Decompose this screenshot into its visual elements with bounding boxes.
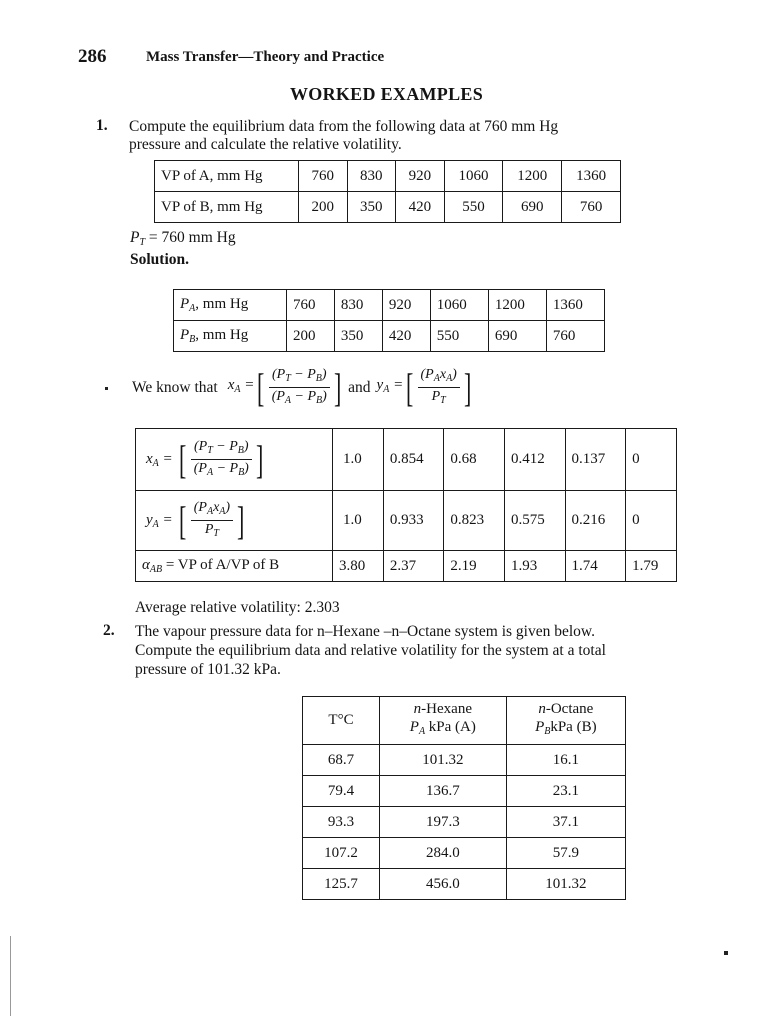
- table-row-alpha: [136, 551, 677, 582]
- table-row-pa: [174, 290, 605, 321]
- table-cell: 760: [299, 161, 348, 192]
- table-cell: 23.1: [506, 776, 625, 807]
- solution-label: Solution.: [130, 251, 190, 268]
- table-cell: 1060: [444, 161, 503, 192]
- table-row: [303, 838, 626, 869]
- table-cell: 0: [626, 429, 677, 491]
- table-cell: 350: [347, 192, 396, 223]
- table-cell: 68.7: [303, 745, 380, 776]
- table-cell: 1360: [546, 290, 604, 321]
- table-cell: 1.79: [626, 551, 677, 582]
- example-1-number: 1.: [96, 117, 108, 134]
- row-label-vp-b: VP of B, mm Hg: [155, 192, 299, 223]
- table-cell: 0.216: [565, 491, 626, 551]
- table-cell: 760: [562, 192, 621, 223]
- table-cell: 0.137: [565, 429, 626, 491]
- example-2-line-1: The vapour pressure data for n–Hexane –n–Octane system is given below.: [135, 623, 595, 640]
- table-cell: 1360: [562, 161, 621, 192]
- row-label-ya: $y_A$ = [ $\frac{(P_Ax_A)}{P_T}$ ]: [136, 491, 333, 551]
- table-row-ya: [136, 491, 677, 551]
- row-label-pa-unit: , mm Hg: [195, 296, 249, 312]
- row-label-pa: $P_A$, mm Hg: [174, 290, 287, 321]
- scan-edge-line: [10, 936, 11, 1016]
- table-cell: 690: [503, 192, 562, 223]
- table-cell: 690: [488, 321, 546, 352]
- table-cell: 197.3: [380, 807, 507, 838]
- table-cell: 920: [396, 161, 445, 192]
- table-cell: 79.4: [303, 776, 380, 807]
- table-cell: 456.0: [380, 869, 507, 900]
- and-text: and: [348, 379, 371, 396]
- vapour-pressure-table: [154, 160, 621, 223]
- table-cell: 0.412: [504, 429, 565, 491]
- table-row-xa: [136, 429, 677, 491]
- table-cell: 93.3: [303, 807, 380, 838]
- table-cell: 1.0: [333, 491, 384, 551]
- table-cell: 125.7: [303, 869, 380, 900]
- row-label-xa: $x_A$ = [ $\frac{(P_T - P_B)}{(P_A - P_B)}$ ]: [136, 429, 333, 491]
- table-row-pb: [174, 321, 605, 352]
- table-cell: 760: [287, 290, 335, 321]
- table-cell: 350: [334, 321, 382, 352]
- table-cell: 37.1: [506, 807, 625, 838]
- formula-line: We know that $x_A$ = [ $\frac{(P_T - P_B)}{(P_A - P_B)}$ ] and $y_A$ = [ $\frac{(P_Ax_A)}{P_T}$ ]: [132, 366, 474, 409]
- table-cell: 16.1: [506, 745, 625, 776]
- row-label-alpha: $\alpha_{AB}$ = VP of A/VP of B: [136, 551, 333, 582]
- table-cell: 550: [444, 192, 503, 223]
- we-know-text: We know that: [132, 379, 218, 396]
- xa-formula: [ $\frac{(P_T - P_B)}{(P_A - P_B)}$ ]: [257, 364, 342, 410]
- table-cell: 200: [299, 192, 348, 223]
- col-header-temperature: T°C: [303, 697, 380, 745]
- example-1-line-2: pressure and calculate the relative volatility.: [129, 136, 402, 153]
- table-cell: 1200: [488, 290, 546, 321]
- total-pressure-value: = 760 mm Hg: [148, 229, 236, 246]
- scan-dot: [105, 387, 108, 390]
- example-2-line-2: Compute the equilibrium data and relative volatility for the system at a total: [135, 642, 606, 659]
- table-cell: 0.575: [504, 491, 565, 551]
- row-label-vp-a: VP of A, mm Hg: [155, 161, 299, 192]
- example-1-line-1: Compute the equilibrium data from the following data at 760 mm Hg: [129, 118, 559, 135]
- row-label-pb-unit: , mm Hg: [195, 327, 249, 343]
- table-row-vp-a: [155, 161, 621, 192]
- table-cell: 420: [382, 321, 430, 352]
- table-cell: 200: [287, 321, 335, 352]
- table-cell: 1.0: [333, 429, 384, 491]
- table-cell: 420: [396, 192, 445, 223]
- page-number: 286: [78, 46, 107, 67]
- table-cell: 0.933: [383, 491, 444, 551]
- table-cell: 2.37: [383, 551, 444, 582]
- example-2-line-3: pressure of 101.32 kPa.: [135, 661, 281, 678]
- table-row: [303, 776, 626, 807]
- table-cell: 0.823: [444, 491, 505, 551]
- table-header-row: [303, 697, 626, 745]
- table-cell: 0.68: [444, 429, 505, 491]
- alpha-label-text: = VP of A/VP of B: [162, 557, 280, 573]
- table-cell: 136.7: [380, 776, 507, 807]
- table-cell: 830: [347, 161, 396, 192]
- table-row: [303, 807, 626, 838]
- table-cell: 0: [626, 491, 677, 551]
- solution-table: [173, 289, 605, 352]
- scan-dot: [724, 951, 728, 955]
- table-cell: 101.32: [380, 745, 507, 776]
- ya-formula: [ $\frac{(P_Ax_A)}{P_T}$ ]: [406, 364, 472, 410]
- example-2-number: 2.: [103, 622, 115, 639]
- table-cell: 1.74: [565, 551, 626, 582]
- table-cell: 107.2: [303, 838, 380, 869]
- table-cell: 550: [430, 321, 488, 352]
- table-cell: 830: [334, 290, 382, 321]
- table-cell: 284.0: [380, 838, 507, 869]
- section-title: WORKED EXAMPLES: [289, 84, 484, 104]
- table-cell: 2.19: [444, 551, 505, 582]
- table-row-vp-b: [155, 192, 621, 223]
- table-cell: 760: [546, 321, 604, 352]
- equilibrium-table: [135, 428, 677, 582]
- col-header-octane: n-Octane $P_BkPa$ (B): [506, 697, 625, 745]
- total-pressure-line: $P_T = 760$ mm Hg: [130, 229, 236, 248]
- table-cell: 1.93: [504, 551, 565, 582]
- table-row: [303, 869, 626, 900]
- table-cell: 1060: [430, 290, 488, 321]
- table-cell: 1200: [503, 161, 562, 192]
- average-volatility: Average relative volatility: 2.303: [135, 599, 340, 616]
- table-cell: 101.32: [506, 869, 625, 900]
- table-cell: 0.854: [383, 429, 444, 491]
- table-cell: 57.9: [506, 838, 625, 869]
- table-cell: 920: [382, 290, 430, 321]
- table-row: [303, 745, 626, 776]
- book-title: Mass Transfer—Theory and Practice: [146, 49, 385, 65]
- col-header-hexane: n-Hexane $P_A$ kPa (A): [380, 697, 507, 745]
- table-cell: 3.80: [333, 551, 384, 582]
- row-label-pb: $P_B$, mm Hg: [174, 321, 287, 352]
- hexane-octane-table: [302, 696, 626, 900]
